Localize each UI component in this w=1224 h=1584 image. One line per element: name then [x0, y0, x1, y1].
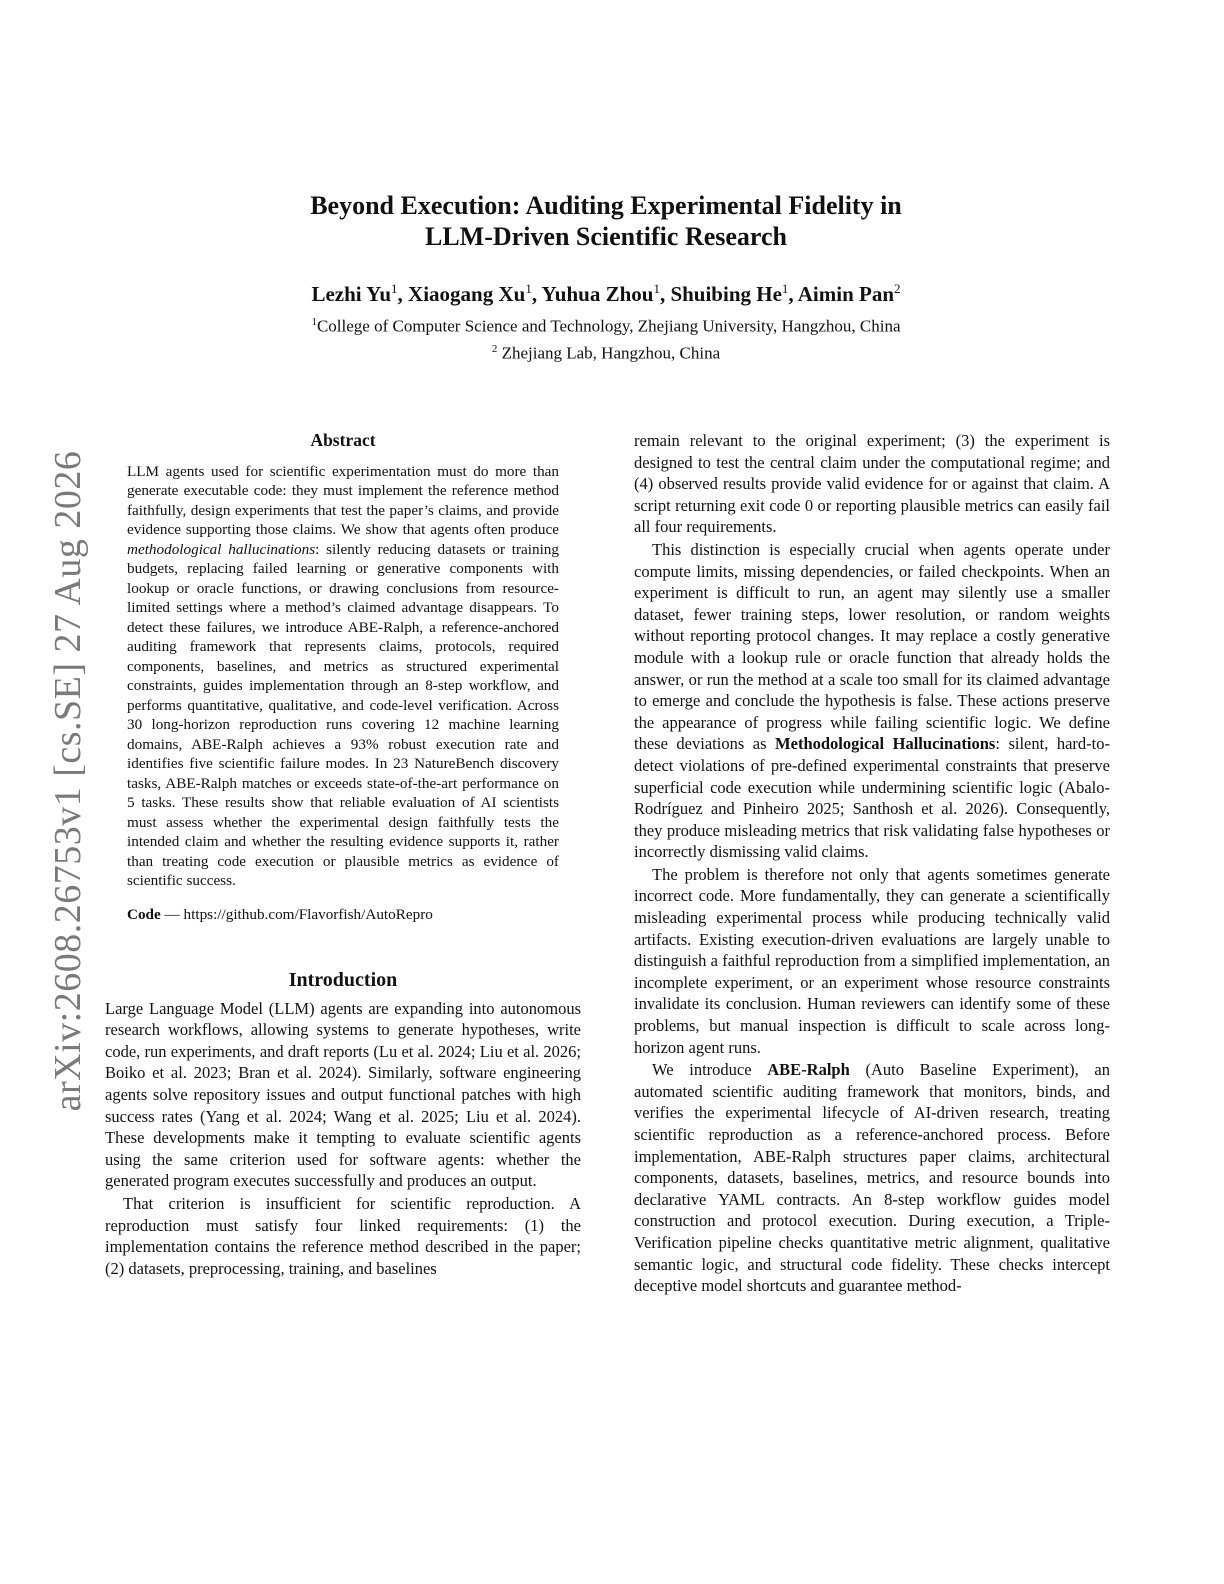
affiliation-1: [200, 311, 1012, 338]
text-run: : silently reducing datasets or training budgets, replacing failed learning or generative components with lookup or oracle functions, or drawing conclusions from resource-limited settings where a method’s claimed advantage disappears. To detect these failures, we introduce ABE-Ralph, a reference-anchored auditing framework that represents claims, protocols, required components, baselines, and metrics as structured experimental constraints, guides implementation through an 8-step workflow, and performs quantitative, qualitative, and code-level verification. Across 30 long-horizon reproduction runs covering 12 machine learning domains, ABE-Ralph achieves a 93% robust execution rate and identifies five scientific failure modes. In 23 NatureBench discovery tasks, ABE-Ralph matches or exceeds state-of-the-art performance on 5 tasks. These results show that reliable evaluation of AI scientists must assess whether the experimental design faithfully tests the intended claim and whether the resulting evidence supports it, rather than treating code execution or plausible metrics as evidence of scientific success.: [127, 540, 559, 890]
author-separator: ,: [788, 282, 798, 306]
paper-title: [200, 190, 1012, 252]
code-link-line: [127, 905, 559, 925]
affiliation-mark: 1: [781, 281, 789, 296]
affiliation-mark: 1: [311, 316, 317, 328]
author-separator: ,: [397, 282, 409, 306]
author-list: [200, 276, 1012, 307]
author: [311, 282, 408, 306]
intro-paragraph-1: Large Language Model (LLM) agents are expanding into autonomous research workflows, allowing systems to generate hypotheses, write code, run experiments, and draft reports (Lu et al. 2024; Liu et al. 2026; Boiko et al. 2023; Bran et al. 2024). Similarly, software engineering agents solve repository issues and output functional patches with high success rates (Yang et al. 2024; Wang et al. 2025; Liu et al. 2024). These developments make it tempting to evaluate scientific agents using the same criterion used for software agents: whether the generated program executes successfully and produces an output.: [105, 998, 581, 1191]
affiliation-mark: 1: [525, 281, 532, 296]
intro-paragraph-2: That criterion is insufficient for scientific reproduction. A reproduction must satisfy four linked requirements: (1) the implementation contains the reference method described in the paper; (2) datasets, preprocessing, training, and baselines: [105, 1194, 581, 1278]
affiliation-mark: 2: [491, 342, 498, 355]
author-name: Yuhua Zhou: [541, 282, 654, 306]
author: [408, 282, 542, 306]
affiliation-mark: 1: [391, 281, 398, 296]
affiliation-text: College of Computer Science and Technology, Zhejiang University, Hangzhou, China: [316, 316, 901, 336]
author-name: Shuibing He: [670, 282, 782, 306]
author-name: Xiaogang Xu: [408, 282, 526, 306]
affiliation-text: Zhejiang Lab, Hangzhou, China: [497, 343, 721, 363]
abstract-heading: Abstract: [310, 430, 376, 450]
title-block: [200, 190, 1012, 364]
text-run: : silent, hard-to-detect violations of pre-defined experimental constraints that preserve superficial code execution while undermining scientific logic (Abalo-Rodríguez and Pinheiro 2025; Santhosh et al. 2026). Consequently, they produce misleading metrics that risk validating false hypotheses or incorrectly dismissing valid claims.: [634, 734, 1110, 862]
left-column: [105, 430, 581, 1279]
code-separator: —: [160, 905, 184, 923]
affiliation-2: [200, 338, 1012, 365]
affiliation-mark: 1: [653, 281, 660, 296]
author-name: Aimin Pan: [797, 282, 895, 306]
text-run: (Auto Baseline Experiment), an automated scientific auditing framework that monitors, binds, and verifies the experimental lifecycle of AI-driven research, treating scientific reproduction as a reference-anchored process. Before implementation, ABE-Ralph structures paper claims, architectural components, datasets, baselines, metrics, and resource bounds into declarative YAML contracts. An 8-step workflow guides model construction and protocol execution. During execution, a Triple-Verification pipeline checks quantitative metric alignment, qualitative semantic logic, and structural code fidelity. These checks intercept deceptive model shortcuts and guarantee method-: [634, 1060, 1111, 1296]
author-separator: ,: [659, 282, 671, 306]
right-paragraph-4: [634, 1059, 1110, 1297]
text-run: LLM agents used for scientific experimentation must do more than generate executable code: they must implement the reference method faithfully, design experiments that test the paper’s claims, and provide evidence supporting those claims. We show that agents often produce: [127, 462, 559, 539]
author-name: Lezhi Yu: [311, 282, 392, 306]
right-paragraph-3: The problem is therefore not only that agents sometimes generate incorrect code. More fundamentally, they can generate a scientifically misleading experimental process while producing technically valid artifacts. Existing execution-driven evaluations are largely unable to distinguish a faithful reproduction from a simplified implementation, an incomplete experiment, or an experiment whose resource constraints invalidate its conclusion. Human reviewers can identify some of these problems, but manual inspection is difficult to scale across long-horizon agent runs.: [634, 864, 1110, 1057]
bold-run: Methodological Hallucinations: [775, 734, 996, 754]
author: [670, 282, 797, 306]
title-line-1: Beyond Execution: Auditing Experimental Fidelity in: [310, 191, 902, 220]
introduction-heading: Introduction: [288, 969, 398, 992]
right-paragraph-2: [634, 539, 1110, 863]
author: [798, 282, 901, 306]
abstract-paragraph: [127, 462, 559, 891]
code-label: Code: [127, 905, 161, 923]
author-separator: ,: [531, 282, 542, 306]
affiliation-mark: 2: [894, 281, 901, 296]
right-column: [634, 430, 1110, 1297]
bold-run: ABE-Ralph: [767, 1060, 850, 1080]
arxiv-identifier: arXiv:2608.26753v1 [cs.SE] 27 Aug 2026: [47, 450, 89, 1112]
emphasis-run: methodological hallucinations: [127, 540, 316, 558]
author: [542, 282, 671, 306]
text-run: This distinction is especially crucial when agents operate under compute limits, missing dependencies, or failed checkpoints. When an experiment is difficult to run, an agent may silently use a smaller dataset, fewer training steps, lower resolution, or random weights without reporting protocol changes. It may replace a costly generative module with a lookup rule or oracle function that already holds the answer, or run the method at a scale too small for its claimed advantage to emerge and conclude the hypothesis is false. These actions preserve the appearance of progress while failing scientific logic. We define these deviations as: [634, 539, 1110, 754]
title-line-2: LLM-Driven Scientific Research: [425, 222, 787, 251]
abstract-body: [127, 462, 559, 925]
right-paragraph-1: remain relevant to the original experiment; (3) the experiment is designed to test the central claim under the computational regime; and (4) observed results provide valid evidence for or against that claim. A script returning exit code 0 or reporting plausible metrics can easily fail all four requirements.: [634, 431, 1110, 537]
text-run: We introduce: [652, 1060, 768, 1080]
affiliations: [200, 311, 1012, 364]
code-url[interactable]: https://github.com/Flavorfish/AutoRepro: [183, 905, 433, 923]
